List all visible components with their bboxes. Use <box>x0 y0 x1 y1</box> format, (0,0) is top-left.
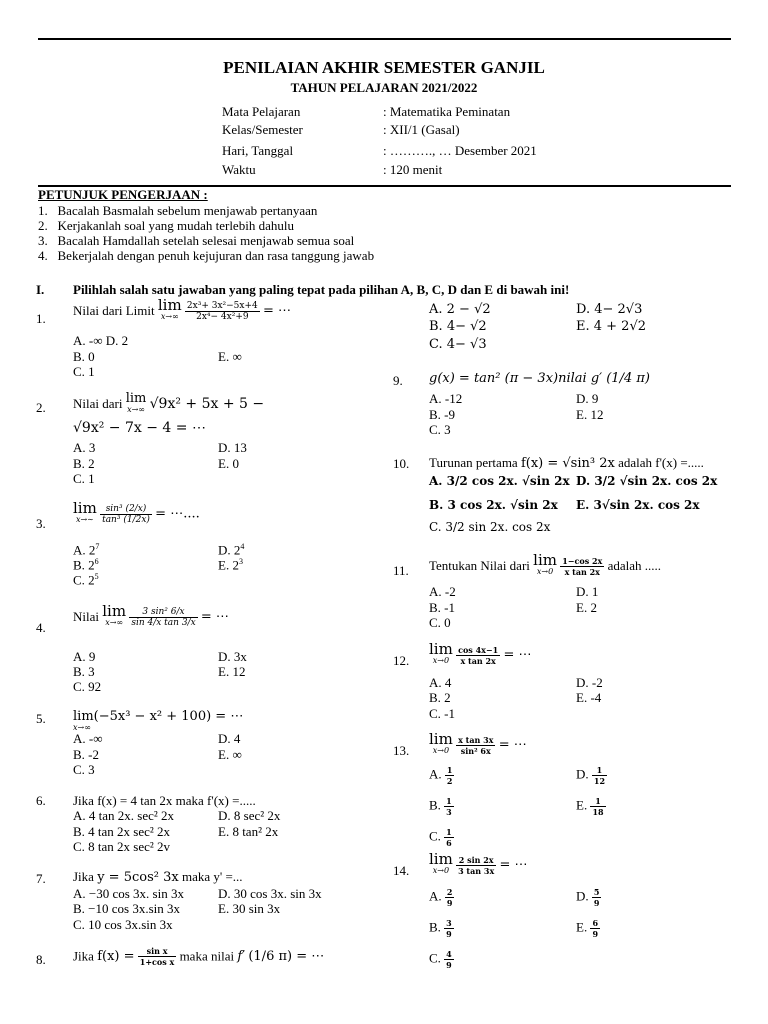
option-b: B. −10 cos 3x.sin 3x <box>73 901 181 916</box>
section-instruction: Pilihlah salah satu jawaban yang paling tepat pada pilihan A, B, C, D dan E di bawah ini! <box>73 282 570 297</box>
question-number: 4. <box>36 620 46 635</box>
question-number: 6. <box>36 793 46 808</box>
info-label-subject: Mata Pelajaran <box>222 104 301 119</box>
limit-operator: lim x→0 <box>533 551 557 576</box>
limit-operator: lim x→0 <box>429 850 453 875</box>
option-d: D. 3x <box>218 649 247 664</box>
instruction-item: 1. Bacalah Basmalah sebelum menjawab pertanyaan <box>38 203 318 218</box>
question-3-stem: lim x→∼ $\frac{\text{sin³ (2/x)}}{\text{tan³ (1/2x)}}$ = ⋯.... <box>73 499 200 525</box>
option-a: A. $\frac{1}{2}$ <box>429 765 453 786</box>
option-b: B. 4− √2 <box>429 319 487 334</box>
option-e: E. 30 sin 3x <box>218 901 281 916</box>
option-c: C. 1 <box>73 364 95 379</box>
question-7-stem: Jika y = 5cos² 3x maka y' =... <box>73 869 243 885</box>
option-d: D. 3/2 √sin 2x. cos 2x <box>576 474 718 488</box>
info-value-date: : ………., … Desember 2021 <box>383 143 537 158</box>
option-c: C. 3/2 sin 2x. cos 2x <box>429 520 551 534</box>
option-d: D. 4 <box>218 731 241 746</box>
section-number: I. <box>36 282 45 297</box>
info-label-time: Waktu <box>222 162 256 177</box>
option-a: A. −30 cos 3x. sin 3x <box>73 886 184 901</box>
q14-fraction: $\frac{2 \sin 2x}{3 \tan 3x}$ <box>458 854 495 876</box>
option-a: A. 4 <box>429 675 452 690</box>
option-e: E. 12 <box>576 407 604 422</box>
page-title: PENILAIAN AKHIR SEMESTER GANJIL <box>223 58 545 77</box>
option-e: E. 12 <box>218 664 246 679</box>
question-4-stem: Nilai lim x→∞ $\frac{\text{3 sin² 6/x}}{\text{sin 4/x tan 3/x}}$ = ⋯ <box>73 602 229 628</box>
option-a: A. $2^7$ <box>73 542 100 558</box>
page-subtitle: TAHUN PELAJARAN 2021/2022 <box>290 80 478 95</box>
limit-operator: lim x→0 <box>429 640 453 665</box>
instruction-item: 4. Bekerjalah dengan penuh kejujuran dan rasa tanggung jawab <box>38 248 375 263</box>
instruction-item: 2. Kerjakanlah soal yang mudah terlebih dahulu <box>38 218 294 233</box>
option-c: C. $\frac{4}{9}$ <box>429 949 452 970</box>
question-number: 13. <box>393 743 410 758</box>
option-e: E. 4 + 2√2 <box>576 319 647 334</box>
question-2-stem: Nilai dari lim x→∞ √9x² + 5x + 5 − <box>73 391 265 414</box>
limit-operator: lim x→0 <box>429 730 453 755</box>
option-e: E. 0 <box>218 456 239 471</box>
option-a: A. 2 − √2 <box>429 302 491 317</box>
question-number: 5. <box>36 711 46 726</box>
option-d: D. 13 <box>218 440 247 455</box>
instructions-heading: PETUNJUK PENGERJAAN : <box>38 187 208 202</box>
option-a: A. $\frac{2}{9}$ <box>429 887 453 908</box>
option-e: E. 2 <box>576 600 597 615</box>
option-e: E. $\frac{6}{9}$ <box>576 918 599 939</box>
info-value-subject: : Matematika Peminatan <box>383 104 511 119</box>
option-d: D. 9 <box>576 391 599 406</box>
limit-operator: lim x→∞ <box>157 296 182 321</box>
question-number: 12. <box>393 653 410 668</box>
option-c: C. 1 <box>73 471 95 486</box>
option-a: A. 4 tan 2x. sec² 2x <box>73 808 175 823</box>
option-a: A. -∞ <box>73 731 103 746</box>
option-b: B. 3 <box>73 664 95 679</box>
limit-operator: lim x→∼ <box>73 499 97 524</box>
question-number: 10. <box>393 456 410 471</box>
option-e: E. -4 <box>576 690 602 705</box>
option-b: B. -1 <box>429 600 455 615</box>
option-c: C. $\frac{1}{6}$ <box>429 827 452 848</box>
option-b: B. -9 <box>429 407 455 422</box>
option-c: C. 3 <box>429 422 451 437</box>
option-b: B. 3 cos 2x. √sin 2x <box>429 498 558 512</box>
q11-fraction: $\frac{1-\cos 2x}{\text{x tan 2x}}$ <box>562 555 603 577</box>
option-a: A. -∞ D. 2 <box>73 333 129 348</box>
instruction-item: 3. Bacalah Hamdallah setelah selesai menjawab semua soal <box>38 233 355 248</box>
info-value-class: : XII/1 (Gasal) <box>383 122 460 137</box>
option-e: E. ∞ <box>218 747 242 762</box>
info-label-date: Hari, Tanggal <box>222 143 294 158</box>
info-label-class: Kelas/Semester <box>222 122 303 137</box>
option-c: C. 8 tan 2x sec² 2v <box>73 839 171 854</box>
question-1-stem: Nilai dari Limit lim x→∞ $\frac{\text{2x³+ 3x²−5x+4}}{\text{2x⁴− 4x²+9}}$ = ⋯ <box>73 296 292 322</box>
option-d: D. $\frac{1}{12}$ <box>576 765 606 786</box>
option-e: E. $2^3$ <box>218 557 243 573</box>
option-a: A. 3/2 cos 2x. √sin 2x <box>429 474 570 488</box>
option-b: B. 2 <box>73 456 95 471</box>
question-11-stem: Tentukan Nilai dari lim x→0 $\frac{1-\cos 2x}{\text{x tan 2x}}$ adalah ..... <box>429 551 661 577</box>
option-b: B. 4 tan 2x sec² 2x <box>73 824 171 839</box>
option-b: B. $\frac{3}{9}$ <box>429 918 452 939</box>
option-c: C. 0 <box>429 615 451 630</box>
option-c: C. 10 cos 3x.sin 3x <box>73 917 173 932</box>
option-c: C. $2^5$ <box>73 572 99 588</box>
option-c: C. 4− √3 <box>429 337 487 352</box>
option-d: D. 8 sec² 2x <box>218 808 281 823</box>
option-a: A. 9 <box>73 649 96 664</box>
option-b: B. $\frac{1}{3}$ <box>429 796 452 817</box>
info-value-time: : 120 menit <box>383 162 443 177</box>
option-c: C. -1 <box>429 706 455 721</box>
option-a: A. -2 <box>429 584 456 599</box>
option-a: A. 3 <box>73 440 96 455</box>
question-number: 14. <box>393 863 410 878</box>
option-e: E. 3√sin 2x. cos 2x <box>576 498 700 512</box>
option-e: E. $\frac{1}{18}$ <box>576 796 604 817</box>
question-12-stem: lim x→0 $\frac{\cos 4x-1}{\text{x tan 2x}}$ = ⋯ <box>429 640 532 666</box>
option-c: C. 3 <box>73 762 95 777</box>
q13-fraction: $\frac{\text{x tan 3x}}{\text{sin² 6x}}$ <box>458 734 494 756</box>
q1-prefix: Nilai dari Limit <box>73 303 155 318</box>
option-b: B. $2^6$ <box>73 557 99 573</box>
question-14-stem: lim x→0 $\frac{2 \sin 2x}{3 \tan 3x}$ = ⋯ <box>429 850 528 876</box>
option-e: E. 8 tan² 2x <box>218 824 279 839</box>
question-number: 9. <box>393 373 403 388</box>
question-number: 7. <box>36 871 46 886</box>
option-d: D. $\frac{5}{9}$ <box>576 887 600 908</box>
question-number: 8. <box>36 952 46 967</box>
question-9-stem: g(x) = tan² (π − 3x)nilai g′ (1/4 π) <box>429 371 650 386</box>
option-d: D. -2 <box>576 675 603 690</box>
question-number: 2. <box>36 400 46 415</box>
option-b: B. -2 <box>73 747 99 762</box>
limit-operator: lim x→∞ <box>125 391 147 414</box>
option-a: A. -12 <box>429 391 463 406</box>
q12-fraction: $\frac{\cos 4x-1}{\text{x tan 2x}}$ <box>458 644 499 666</box>
question-2-stem-cont: √9x² − 7x − 4 = ⋯ <box>73 420 206 436</box>
top-rule <box>38 38 731 40</box>
q8-fraction: $\frac{\text{sin x}}{\text{1+cos x}}$ <box>139 946 175 967</box>
question-number: 11. <box>393 563 409 578</box>
q4-fraction: $\frac{\text{3 sin² 6/x}}{\text{sin 4/x tan 3/x}}$ <box>131 606 196 628</box>
option-b: B. 2 <box>429 690 451 705</box>
option-d: D. 4− 2√3 <box>576 302 643 317</box>
option-b: B. 0 <box>73 349 95 364</box>
question-number: 1. <box>36 311 46 326</box>
question-5-stem: lim(−5x³ − x² + 100) = ⋯ x→∞ <box>73 709 244 732</box>
question-6-stem: Jika f(x) = 4 tan 2x maka f'(x) =..... <box>73 793 256 808</box>
option-d: D. 1 <box>576 584 599 599</box>
option-e: E. ∞ <box>218 349 242 364</box>
question-8-stem: Jika f(x) = $\frac{\text{sin x}}{\text{1+cos x}}$ maka nilai f′ (1/6 π) = ⋯ <box>73 946 325 967</box>
option-c: C. 92 <box>73 679 102 694</box>
question-13-stem: lim x→0 $\frac{\text{x tan 3x}}{\text{sin² 6x}}$ = ⋯ <box>429 730 527 756</box>
q3-fraction: $\frac{\text{sin³ (2/x)}}{\text{tan³ (1/2x)}}$ <box>102 503 150 525</box>
limit-operator: lim x→∞ <box>102 602 127 627</box>
option-d: D. 30 cos 3x. sin 3x <box>218 886 322 901</box>
option-d: D. $2^4$ <box>218 542 245 558</box>
question-number: 3. <box>36 516 46 531</box>
q1-fraction: $\frac{\text{2x³+ 3x²−5x+4}}{\text{2x⁴− 4x²+9}}$ <box>186 300 258 322</box>
question-10-stem: Turunan pertama f(x) = √sin³ 2x adalah f'(x) =..... <box>429 455 704 471</box>
